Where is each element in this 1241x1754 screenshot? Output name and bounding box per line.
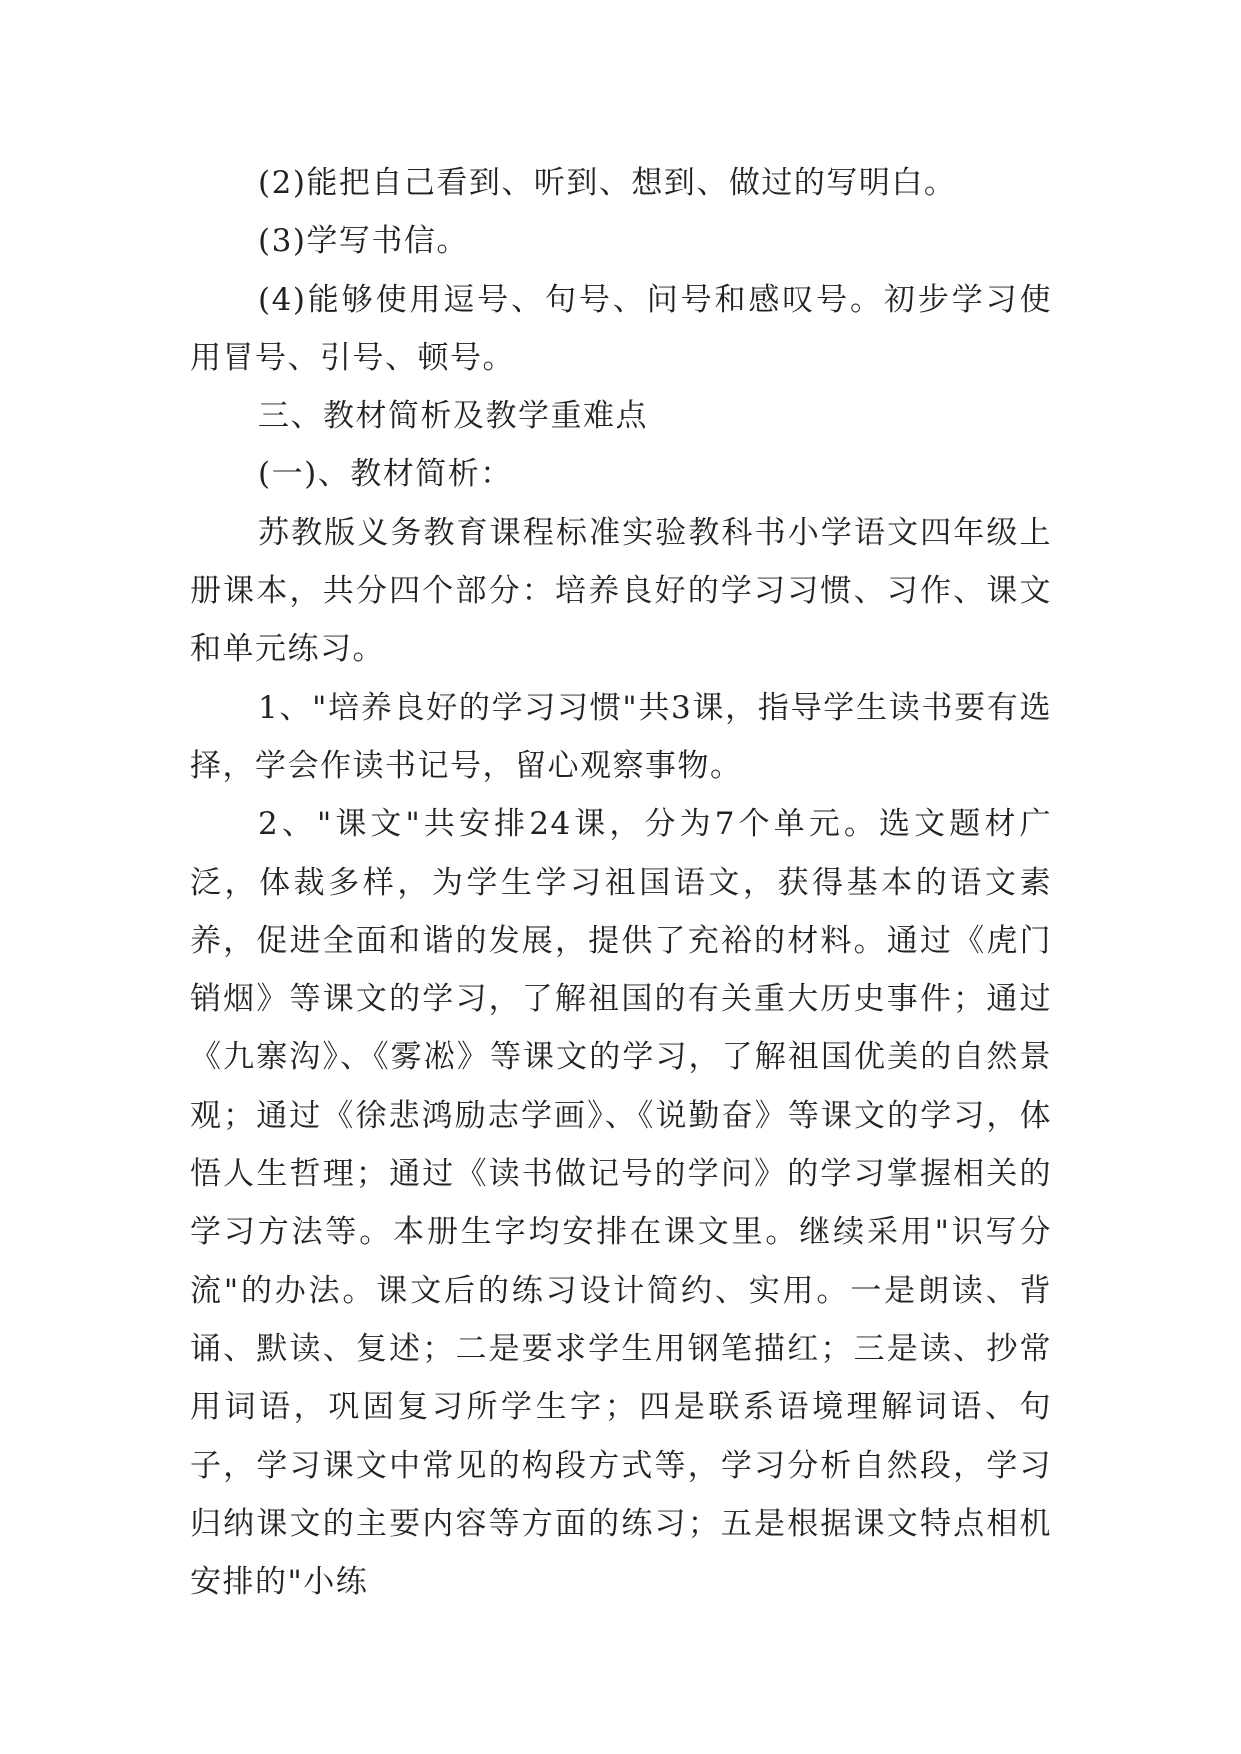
paragraph-point-2: 2、"课文"共安排24课，分为7个单元。选文题材广泛，体裁多样，为学生学习祖国语文，获得基本的语文素养，促进全面和谐的发展，提供了充裕的材料。通过《虎门销烟》等课文的学习，了解祖国的有关重大历史事件；通过《九寨沟》、《雾凇》等课文的学习，了解祖国优美的自然景观；通过《徐悲鸿励志学画》、《说勤奋》等课文的学习，体悟人生哲理；通过《读书做记号的学问》的学习掌握相关的学习方法等。本册生字均安排在课文里。继续采用"识写分流"的办法。课文后的练习设计简约、实用。一是朗读、背诵、默读、复述；二是要求学生用钢笔描红；三是读、抄常用词语，巩固复习所学生字；四是联系语境理解词语、句子，学习课文中常见的构段方式等，学习分析自然段，学习归纳课文的主要内容等方面的练习；五是根据课文特点相机安排的"小练: [190, 806, 1052, 1601]
document-body: [190, 154, 1052, 1611]
paragraph-item-2: (2)能把自己看到、听到、想到、做过的写明白。: [258, 165, 957, 201]
paragraph-item-4: (4)能够使用逗号、句号、问号和感叹号。初步学习使用冒号、引号、顿号。: [190, 281, 1052, 376]
paragraph-point-1: 1、"培养良好的学习习惯"共3课，指导学生读书要有选择，学会作读书记号，留心观察事物。: [190, 689, 1052, 784]
paragraph-item-3: (3)学写书信。: [258, 223, 469, 260]
section-heading: 三、教材简析及教学重难点: [258, 398, 648, 435]
subsection-heading: (一)、教材简析：: [258, 456, 513, 493]
paragraph-intro: 苏教版义务教育课程标准实验教科书小学语文四年级上册课本，共分四个部分：培养良好的学习习惯、习作、课文和单元练习。: [190, 514, 1052, 668]
